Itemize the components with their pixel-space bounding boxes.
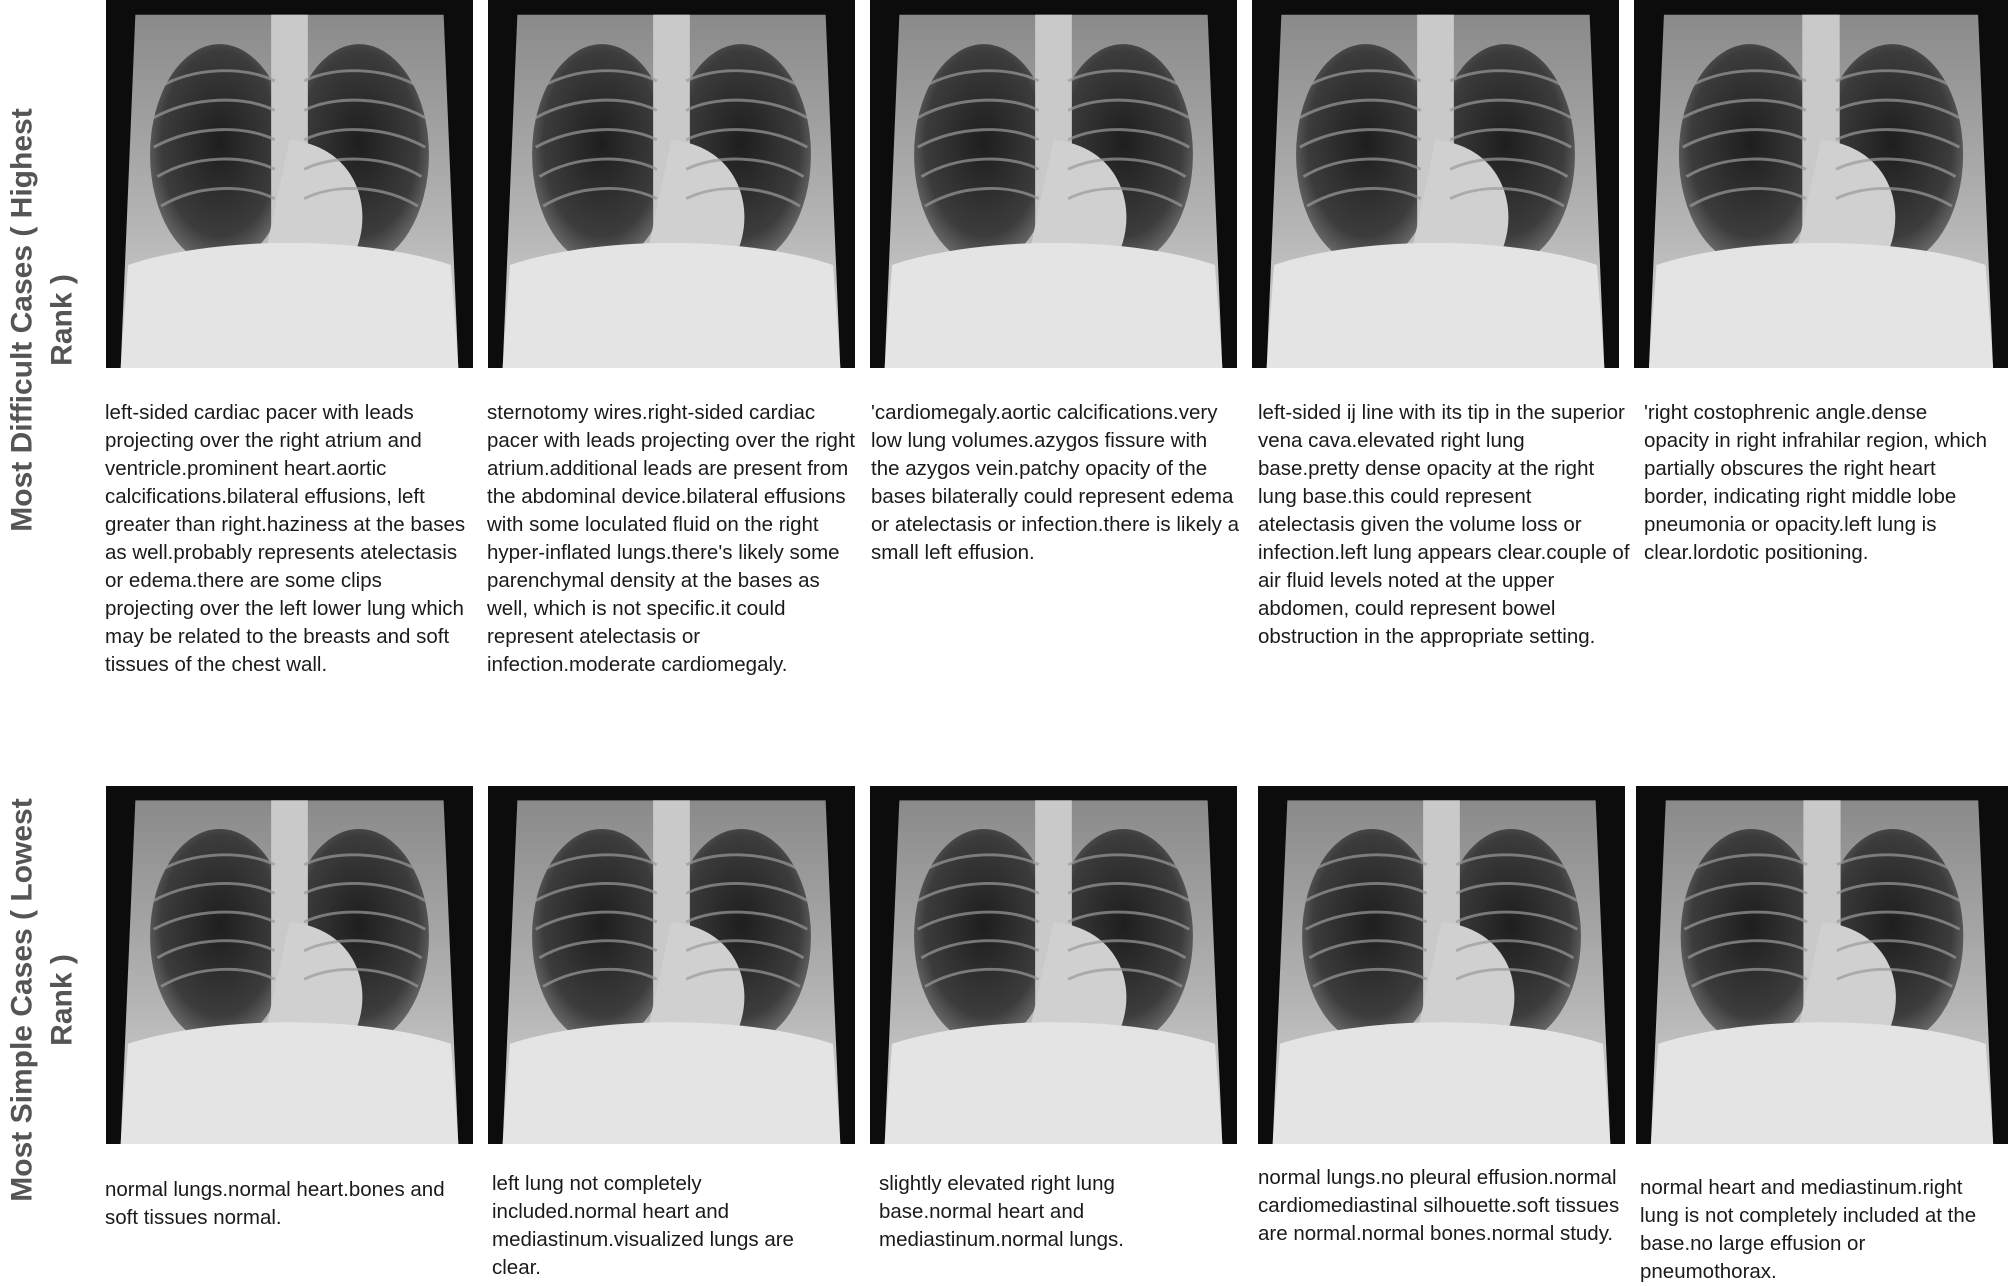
report-caption: left-sided cardiac pacer with leads projecting over the right atrium and ventricle.prominent heart.aortic calcifications.bilateral effusions, left greater than right.haziness at the bases as well.probably represents atelectasis or edema.there are some clips projecting over the left lower lung which may be related to the breasts and soft tissues of the chest wall. — [105, 401, 466, 676]
row-label-simple-line1: Most Simple Cases ( Lowest — [6, 798, 39, 1202]
chest-xray-image — [1636, 786, 2008, 1144]
chest-xray-image — [870, 0, 1237, 368]
chest-xray-image — [1252, 0, 1619, 368]
chest-xray-image — [106, 0, 473, 368]
report-caption: slightly elevated right lung base.normal heart and mediastinum.normal lungs. — [879, 1172, 1124, 1251]
chest-xray-image — [870, 786, 1237, 1144]
chest-xray-image — [488, 0, 855, 368]
report-caption: left lung not completely included.normal heart and mediastinum.visualized lungs are clear. — [492, 1172, 794, 1279]
report-caption: normal heart and mediastinum.right lung is not completely included at the base.no large effusion or pneumothorax. — [1640, 1176, 1977, 1283]
row-label-difficult-line2: Rank ) — [46, 274, 80, 366]
chest-xray-image — [106, 786, 473, 1144]
chest-xray-image — [1258, 786, 1625, 1144]
report-caption: normal lungs.normal heart.bones and soft tissues normal. — [105, 1178, 445, 1229]
report-caption: 'right costophrenic angle.dense opacity in right infrahilar region, which partially obscures the right heart border, indicating right middle lobe pneumonia or opacity.left lung is clear.lordotic positioning. — [1644, 401, 1987, 564]
row-label-simple-line2: Rank ) — [46, 954, 79, 1046]
report-caption: normal lungs.no pleural effusion.normal cardiomediastinal silhouette.soft tissues are normal.normal bones.normal study. — [1258, 1166, 1620, 1245]
report-caption: 'cardiomegaly.aortic calcifications.very low lung volumes.azygos fissure with the azygos vein.patchy opacity of the bases bilaterally could represent edema or atelectasis or infection.there is likely a small left effusion. — [871, 401, 1240, 564]
report-caption: left-sided ij line with its tip in the superior vena cava.elevated right lung base.pretty dense opacity at the right lung base.this could represent atelectasis given the volume loss or infection.left lung appears clear.couple of air fluid levels noted at the upper abdomen, could represent bowel obstruction in the appropriate setting. — [1258, 401, 1630, 648]
row-label-difficult-line1: Most Difficult Cases ( Highest — [6, 108, 40, 532]
row-label-difficult — [0, 40, 86, 600]
chest-xray-image — [1634, 0, 2008, 368]
chest-xray-image — [488, 786, 855, 1144]
report-caption: sternotomy wires.right-sided cardiac pacer with leads projecting over the right atrium.additional leads are present from the abdominal device.bilateral effusions with some loculated fluid on the right hyper-inflated lungs.there's likely some parenchymal density at the bases as well, which is not specific.it could represent atelectasis or infection.moderate cardiomegaly. — [487, 401, 856, 676]
row-label-simple — [0, 720, 86, 1280]
